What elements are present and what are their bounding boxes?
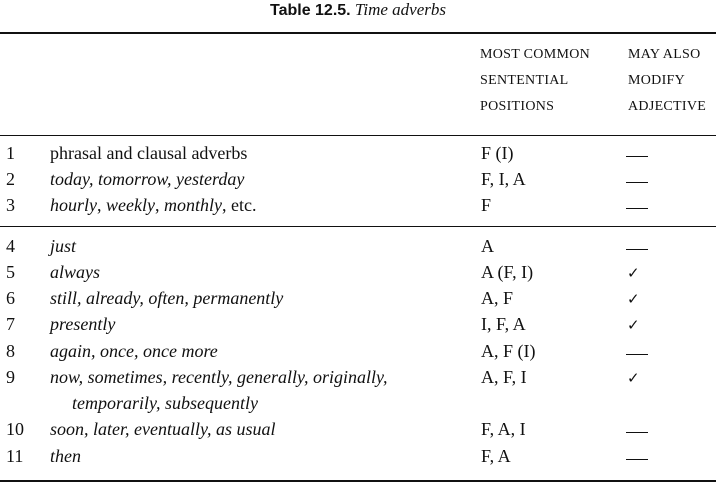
row-positions: I, F, A bbox=[481, 314, 526, 334]
row-modify-adjective bbox=[626, 259, 640, 286]
row-adverbs-line: now, sometimes, recently, generally, originally, bbox=[50, 367, 388, 387]
row-modify-adjective bbox=[626, 140, 648, 166]
row-modify-adjective bbox=[626, 364, 640, 391]
row-adverbs: just bbox=[50, 236, 77, 256]
column-header-modify-adjective bbox=[628, 42, 706, 120]
row-positions: A, F bbox=[481, 288, 514, 308]
dash-icon bbox=[626, 432, 648, 433]
row-number: 8 bbox=[6, 341, 15, 361]
row-positions: F bbox=[481, 195, 492, 215]
row-adverbs: phrasal and clausal adverbs bbox=[50, 143, 248, 163]
column-header-positions bbox=[480, 42, 590, 120]
row-adverbs: still, already, often, permanently bbox=[50, 288, 284, 308]
dash-icon bbox=[626, 182, 648, 183]
row-modify-adjective bbox=[626, 311, 640, 338]
dash-icon bbox=[626, 249, 648, 250]
row-adverbs: then bbox=[50, 446, 81, 466]
column-header-line: ADJECTIVE bbox=[628, 99, 707, 114]
row-adverbs-continuation: temporarily, subsequently bbox=[72, 393, 258, 413]
row-adverbs-italic: weekly bbox=[106, 195, 155, 215]
row-adverbs: soon, later, eventually, as usual bbox=[50, 419, 276, 439]
row-modify-adjective bbox=[626, 233, 648, 259]
row-number: 7 bbox=[6, 314, 15, 334]
group-rule bbox=[0, 226, 716, 227]
row-positions: A, F, I bbox=[481, 367, 527, 387]
row-adverbs-italic: hourly bbox=[50, 195, 97, 215]
row-adverbs: again, once, once more bbox=[50, 341, 218, 361]
column-header-line: MOST COMMON bbox=[480, 47, 591, 62]
row-number: 10 bbox=[6, 419, 24, 439]
column-header-line: MODIFY bbox=[628, 73, 686, 88]
row-positions: A, F (I) bbox=[481, 341, 536, 361]
row-adverbs bbox=[50, 364, 387, 416]
row-number: 6 bbox=[6, 288, 15, 308]
row-adverbs: presently bbox=[50, 314, 116, 334]
header-rule bbox=[0, 135, 716, 136]
row-adverbs: hourly, weekly, monthly, etc. bbox=[50, 195, 257, 215]
row-positions: F, A, I bbox=[481, 419, 526, 439]
row-modify-adjective bbox=[626, 416, 648, 442]
row-modify-adjective bbox=[626, 192, 648, 218]
column-header-line: POSITIONS bbox=[480, 99, 555, 114]
table-caption bbox=[0, 0, 716, 21]
row-number: 9 bbox=[6, 367, 15, 387]
row-modify-adjective bbox=[626, 285, 640, 312]
dash-icon bbox=[626, 459, 648, 460]
row-number: 2 bbox=[6, 169, 15, 189]
row-number: 3 bbox=[6, 195, 15, 215]
check-icon: ✓ bbox=[627, 316, 640, 334]
column-header-line: MAY ALSO bbox=[628, 47, 701, 62]
bottom-rule bbox=[0, 480, 716, 482]
row-modify-adjective bbox=[626, 166, 648, 192]
dash-icon bbox=[626, 208, 648, 209]
row-number: 1 bbox=[6, 143, 15, 163]
row-positions: A (F, I) bbox=[481, 262, 534, 282]
top-rule bbox=[0, 32, 716, 34]
row-number: 5 bbox=[6, 262, 15, 282]
row-adverbs: always bbox=[50, 262, 101, 282]
row-adverbs: today, tomorrow, yesterday bbox=[50, 169, 245, 189]
row-positions: F (I) bbox=[481, 143, 514, 163]
row-positions: A bbox=[481, 236, 494, 256]
check-icon: ✓ bbox=[627, 264, 640, 282]
row-adverbs-italic: monthly bbox=[163, 195, 222, 215]
check-icon: ✓ bbox=[627, 369, 640, 387]
row-modify-adjective bbox=[626, 443, 648, 469]
row-number: 11 bbox=[6, 446, 24, 466]
table-label: Table 12.5. bbox=[269, 2, 351, 19]
row-number: 4 bbox=[6, 236, 15, 256]
row-positions: F, A bbox=[481, 446, 511, 466]
dash-icon bbox=[626, 354, 648, 355]
dash-icon bbox=[626, 156, 648, 157]
column-header-line: SENTENTIAL bbox=[480, 73, 569, 88]
check-icon: ✓ bbox=[627, 290, 640, 308]
row-modify-adjective bbox=[626, 338, 648, 364]
table-title: Time adverbs bbox=[354, 0, 447, 19]
row-positions: F, I, A bbox=[481, 169, 526, 189]
